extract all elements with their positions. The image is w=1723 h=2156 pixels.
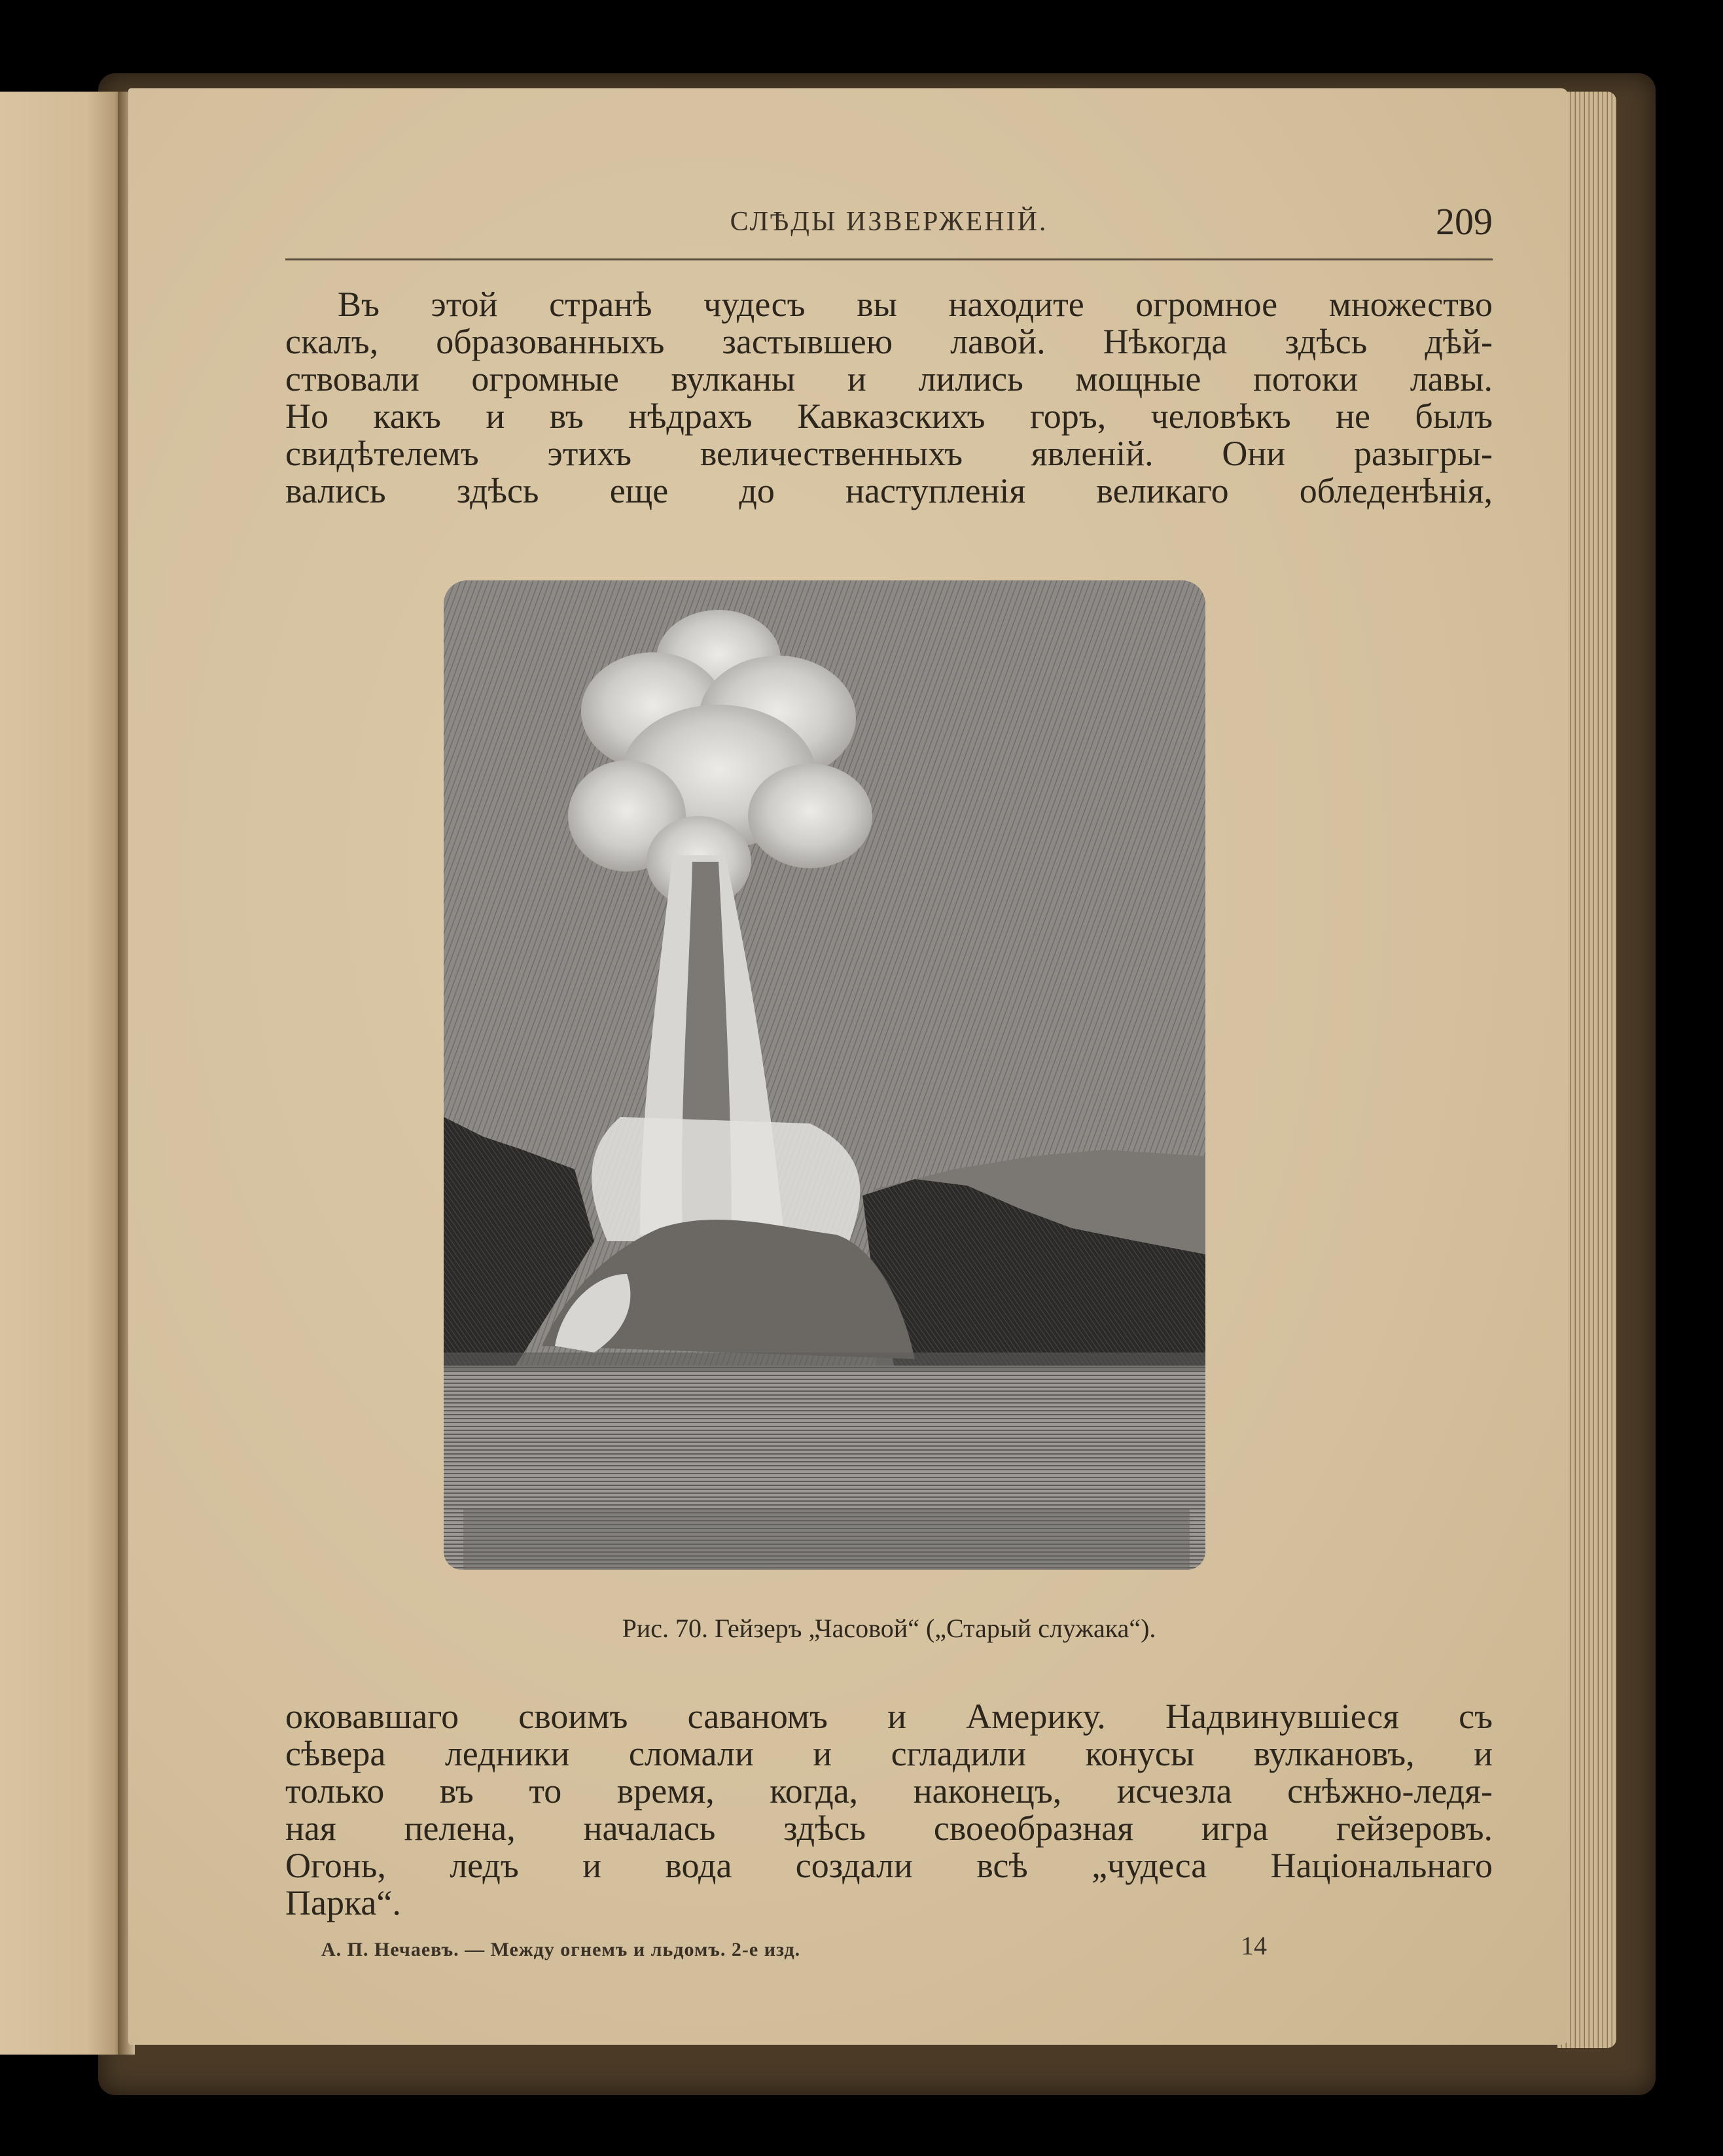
text-line: скалъ, образованныхъ застывшею лавой. Нѣкогда здѣсь дѣй- (285, 322, 1493, 361)
text-line: ствовали огромные вулканы и лились мощные потоки лавы. (285, 359, 1493, 398)
book-page (128, 88, 1568, 2045)
text-line: свидѣтелемъ этихъ величественныхъ явленій. Они разыгры- (285, 434, 1493, 473)
paragraph-top (285, 286, 1493, 510)
figure-caption: Рис. 70. Гейзеръ „Часовой“ („Старый служака“). (622, 1614, 1156, 1643)
text-line: Въ этой странѣ чудесъ вы находите огромное множество (338, 285, 1493, 324)
left-page (0, 92, 124, 2055)
text-line: Огонь, ледъ и вода создали всѣ „чудеса Національнаго (285, 1846, 1493, 1885)
paragraph-bottom (285, 1698, 1493, 1922)
text-line: ная пелена, началась здѣсь своеобразная игра гейзеровъ. (285, 1809, 1493, 1848)
ground-shadow (444, 1352, 1205, 1372)
page-number: 209 (1436, 200, 1493, 243)
sheet-number: 14 (1241, 1931, 1267, 1960)
running-title: СЛѢДЫ ИЗВЕРЖЕНІЙ. (730, 207, 1048, 237)
text-line: Парка“. (285, 1883, 401, 1922)
text-line: Но какъ и въ нѣдрахъ Кавказскихъ горъ, человѣкъ не былъ (285, 397, 1493, 436)
signature-line: А. П. Нечаевъ. — Между огнемъ и льдомъ. 2-е изд. (321, 1939, 801, 1960)
text-line: только въ то время, когда, наконецъ, исчезла снѣжно-ледя- (285, 1771, 1493, 1811)
geyser-illustration (444, 580, 1205, 1570)
text-line: сѣвера ледники сломали и сгладили конусы вулкановъ, и (285, 1734, 1493, 1773)
text-line: вались здѣсь еще до наступленія великаго обледенѣнія, (285, 471, 1493, 510)
text-line: оковавшаго своимъ саваномъ и Америку. Надвинувшіеся съ (285, 1697, 1493, 1736)
foreground-grass (463, 1510, 1190, 1570)
running-head (285, 200, 1493, 260)
